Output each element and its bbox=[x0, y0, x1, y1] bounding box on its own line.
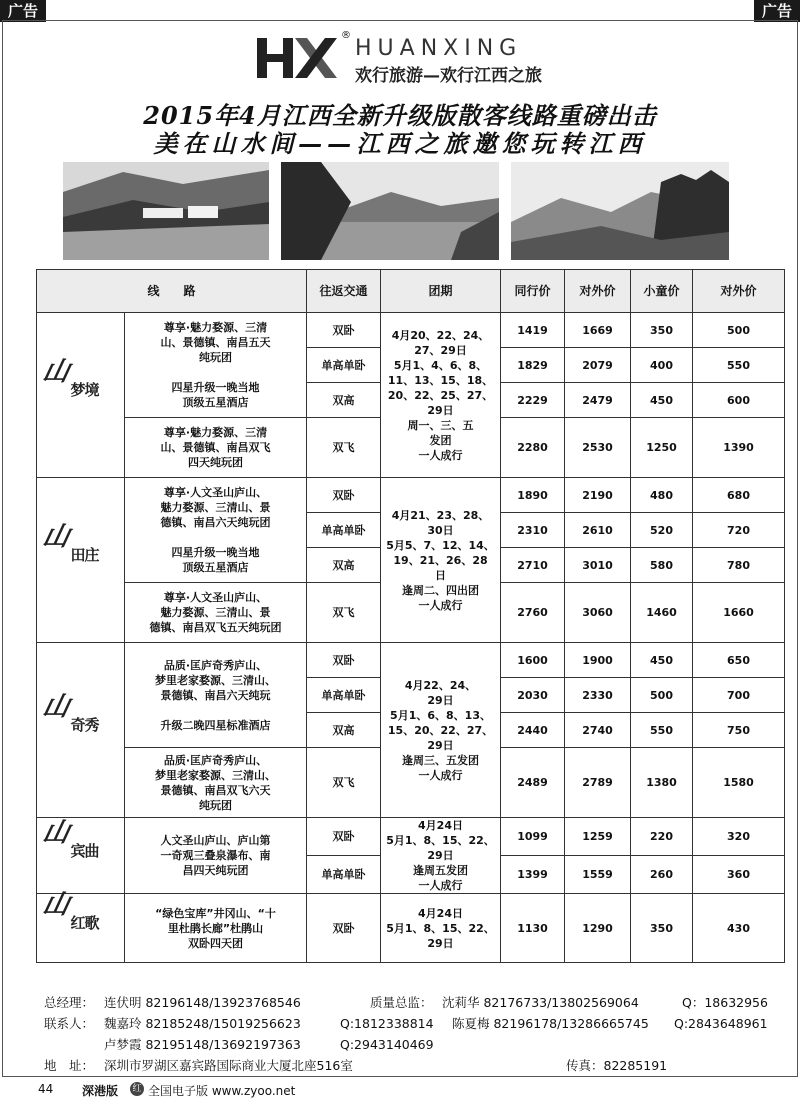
route-description bbox=[125, 418, 307, 478]
route-line: 双卧四天团 bbox=[188, 936, 243, 950]
peer-price: 2280 bbox=[501, 418, 565, 478]
route-description bbox=[125, 818, 307, 894]
route-line: 魅力婺源、三清山、景 bbox=[160, 501, 271, 514]
route-brand-cell bbox=[37, 890, 125, 963]
subheadline: 美在山水间——江西之旅邀您玩转江西 bbox=[153, 130, 647, 158]
brand-mark: 山 bbox=[39, 692, 72, 722]
route-line: 魅力婺源、三清山、景 bbox=[160, 606, 271, 619]
date-line: 逢周二、四出团 bbox=[402, 583, 480, 597]
public-price: 1559 bbox=[565, 856, 631, 894]
date-line: 一人成行 bbox=[418, 448, 463, 462]
brand-name: 红歌 bbox=[70, 914, 99, 932]
date-line: 一人成行 bbox=[418, 598, 463, 612]
date-line: 29日 bbox=[427, 936, 454, 950]
date-line: 27、29日 bbox=[414, 343, 467, 357]
route-line: 顶级五星酒店 bbox=[182, 396, 249, 409]
logo-slogan: 欢行旅游—欢行江西之旅 bbox=[355, 66, 542, 86]
contact-2: 陈夏梅 82196178/13286665745 bbox=[452, 1016, 649, 1031]
header-peer-price: 同行价 bbox=[501, 270, 565, 313]
qc-qq: Q：18632956 bbox=[682, 995, 768, 1010]
route-line: 一奇观三叠泉瀑布、南 bbox=[160, 849, 271, 862]
transport-cell: 双卧 bbox=[307, 818, 381, 856]
public-price: 3010 bbox=[565, 548, 631, 583]
tour-dates-cell bbox=[381, 643, 501, 818]
child-price: 550 bbox=[631, 713, 693, 748]
brand-logo bbox=[39, 357, 121, 425]
header-child-public-price: 对外价 bbox=[693, 270, 785, 313]
date-line: 30日 bbox=[427, 523, 454, 537]
date-line: 29日 bbox=[427, 693, 454, 707]
route-line bbox=[127, 703, 304, 718]
child-public-price: 430 bbox=[693, 894, 785, 963]
peer-price: 2760 bbox=[501, 583, 565, 643]
route-description bbox=[125, 313, 307, 418]
contact-row-gm bbox=[44, 992, 784, 1013]
date-line: 4月22、24、 bbox=[404, 678, 477, 692]
date-line: 5月1、8、15、22、 bbox=[386, 834, 495, 847]
brand-logo bbox=[39, 890, 121, 958]
peer-price: 2710 bbox=[501, 548, 565, 583]
peer-price: 1890 bbox=[501, 478, 565, 513]
edition-label: 深港版 bbox=[82, 1084, 119, 1098]
peer-price: 2440 bbox=[501, 713, 565, 748]
route-line bbox=[127, 530, 304, 545]
date-line: 4月24日 bbox=[418, 819, 463, 832]
route-line: 德镇、南昌双飞五天纯玩团 bbox=[149, 621, 282, 634]
contact-2-qq: Q:2843648961 bbox=[674, 1016, 768, 1031]
route-description bbox=[125, 583, 307, 643]
route-line bbox=[127, 365, 304, 380]
contact-1: 魏嘉玲 82185248/15019256623 bbox=[104, 1016, 301, 1031]
brand-logo bbox=[39, 522, 121, 590]
child-price: 400 bbox=[631, 348, 693, 383]
transport-cell: 单高单卧 bbox=[307, 856, 381, 894]
table-row bbox=[37, 313, 785, 348]
company-logo bbox=[255, 30, 565, 86]
transport-cell: 双卧 bbox=[307, 478, 381, 513]
contact-label: 联系人： bbox=[44, 1016, 95, 1031]
child-public-price: 650 bbox=[693, 643, 785, 678]
contact-info bbox=[44, 992, 784, 1076]
date-line: 5月1、4、6、8、 bbox=[393, 358, 488, 372]
address: 深圳市罗湖区嘉宾路国际商业大厦北座516室 bbox=[104, 1058, 353, 1073]
route-line: 品质·匡庐奇秀庐山、 bbox=[163, 658, 268, 672]
ad-corner-left: 广告 bbox=[0, 0, 46, 22]
transport-cell: 双卧 bbox=[307, 643, 381, 678]
date-line: 发团 bbox=[429, 433, 452, 447]
header-dates: 团期 bbox=[381, 270, 501, 313]
route-description bbox=[125, 478, 307, 583]
child-price: 480 bbox=[631, 478, 693, 513]
date-line: 4月21、23、28、 bbox=[391, 508, 490, 522]
route-brand-cell bbox=[37, 313, 125, 478]
route-line: 梦里老家婺源、三清山、 bbox=[155, 768, 276, 782]
public-price: 1259 bbox=[565, 818, 631, 856]
mountain-photo bbox=[511, 162, 729, 260]
transport-cell: 双飞 bbox=[307, 583, 381, 643]
peer-price: 2229 bbox=[501, 383, 565, 418]
date-line: 逢周五发团 bbox=[413, 864, 469, 877]
table-row bbox=[37, 478, 785, 513]
peer-price: 1399 bbox=[501, 856, 565, 894]
qc-label: 质量总监： bbox=[370, 995, 433, 1010]
address-label: 地 址： bbox=[44, 1058, 95, 1073]
peer-price: 2489 bbox=[501, 748, 565, 818]
qc-contact: 沈莉华 82176733/13802569064 bbox=[442, 995, 639, 1010]
child-price: 350 bbox=[631, 894, 693, 963]
tour-dates-cell bbox=[381, 894, 501, 963]
route-line: 纯玩团 bbox=[199, 351, 232, 364]
child-price: 450 bbox=[631, 383, 693, 418]
route-line: 纯玩团 bbox=[199, 798, 232, 812]
fax: 传真：82285191 bbox=[566, 1058, 668, 1073]
route-line: 升级二晚四星标准酒店 bbox=[160, 718, 271, 732]
header-transport: 往返交通 bbox=[307, 270, 381, 313]
child-public-price: 550 bbox=[693, 348, 785, 383]
child-public-price: 680 bbox=[693, 478, 785, 513]
route-line: 四星升级一晚当地 bbox=[171, 381, 260, 394]
child-public-price: 700 bbox=[693, 678, 785, 713]
tour-dates-cell bbox=[381, 313, 501, 478]
route-line: 山、景德镇、南昌双飞 bbox=[160, 441, 271, 454]
route-brand-cell bbox=[37, 818, 125, 894]
public-price: 3060 bbox=[565, 583, 631, 643]
date-line: 逢周三、五发团 bbox=[402, 753, 480, 767]
child-price: 450 bbox=[631, 643, 693, 678]
transport-cell: 单高单卧 bbox=[307, 678, 381, 713]
peer-price: 1099 bbox=[501, 818, 565, 856]
route-line: 景德镇、南昌双飞六天 bbox=[160, 783, 271, 797]
header-child-price: 小童价 bbox=[631, 270, 693, 313]
route-line: 梦里老家婺源、三清山、 bbox=[155, 673, 276, 687]
contact-1-qq: Q:1812338814 bbox=[340, 1016, 434, 1031]
date-line: 4月24日 bbox=[418, 906, 463, 920]
gm-contact: 连伏明 82196148/13923768546 bbox=[104, 995, 301, 1010]
peer-price: 1130 bbox=[501, 894, 565, 963]
child-price: 350 bbox=[631, 313, 693, 348]
header-route: 线 路 bbox=[37, 270, 307, 313]
transport-cell: 双高 bbox=[307, 548, 381, 583]
route-line: “绿色宝库”井冈山、“十 bbox=[155, 906, 276, 920]
child-public-price: 750 bbox=[693, 713, 785, 748]
child-public-price: 360 bbox=[693, 856, 785, 894]
contact-row-1 bbox=[44, 1013, 784, 1034]
header-public-price: 对外价 bbox=[565, 270, 631, 313]
child-price: 520 bbox=[631, 513, 693, 548]
date-line: 11、13、15、18、 bbox=[387, 373, 494, 387]
route-description bbox=[125, 894, 307, 963]
table-row bbox=[37, 643, 785, 678]
route-line: 昌四天纯玩团 bbox=[182, 864, 249, 877]
brand-mark: 山 bbox=[39, 890, 72, 920]
public-price: 2079 bbox=[565, 348, 631, 383]
public-price: 2789 bbox=[565, 748, 631, 818]
transport-cell: 双卧 bbox=[307, 313, 381, 348]
transport-cell: 双高 bbox=[307, 383, 381, 418]
child-public-price: 720 bbox=[693, 513, 785, 548]
child-price: 220 bbox=[631, 818, 693, 856]
route-line: 顶级五星酒店 bbox=[182, 561, 249, 574]
route-line: 尊享·魅力婺源、三清 bbox=[163, 321, 268, 334]
transport-cell: 双飞 bbox=[307, 418, 381, 478]
date-line: 4月20、22、24、 bbox=[391, 328, 490, 342]
date-line: 20、22、25、27、 bbox=[387, 388, 494, 402]
tour-dates-cell bbox=[381, 478, 501, 643]
route-brand-cell bbox=[37, 643, 125, 818]
transport-cell: 单高单卧 bbox=[307, 513, 381, 548]
date-line: 日 bbox=[435, 568, 447, 582]
public-price: 2190 bbox=[565, 478, 631, 513]
contact-row-2 bbox=[44, 1034, 784, 1055]
child-public-price: 780 bbox=[693, 548, 785, 583]
logo-brand-text: HUANXING bbox=[355, 36, 523, 61]
date-line: 29日 bbox=[427, 738, 454, 752]
date-line: 周一、三、五 bbox=[407, 418, 474, 432]
brand-name: 奇秀 bbox=[70, 716, 99, 734]
transport-cell: 单高单卧 bbox=[307, 348, 381, 383]
public-price: 1900 bbox=[565, 643, 631, 678]
table-row bbox=[37, 818, 785, 856]
brand-logo bbox=[39, 692, 121, 760]
route-description bbox=[125, 748, 307, 818]
contact-3: 卢梦霞 82195148/13692197363 bbox=[104, 1037, 301, 1052]
public-price: 2479 bbox=[565, 383, 631, 418]
peer-price: 2030 bbox=[501, 678, 565, 713]
hx-logo-mark-icon bbox=[255, 34, 340, 82]
contact-3-qq: Q:2943140469 bbox=[340, 1037, 434, 1052]
site-url[interactable]: 全国电子版 www.zyoo.net bbox=[148, 1084, 296, 1098]
peer-price: 2310 bbox=[501, 513, 565, 548]
child-public-price: 1390 bbox=[693, 418, 785, 478]
child-price: 1380 bbox=[631, 748, 693, 818]
table-row bbox=[37, 894, 785, 963]
peer-price: 1419 bbox=[501, 313, 565, 348]
lake-photo bbox=[281, 162, 499, 260]
child-public-price: 500 bbox=[693, 313, 785, 348]
route-line: 尊享·人文圣山庐山、 bbox=[163, 486, 268, 499]
registered-mark: ® bbox=[341, 30, 351, 41]
transport-cell: 双飞 bbox=[307, 748, 381, 818]
child-public-price: 600 bbox=[693, 383, 785, 418]
child-public-price: 320 bbox=[693, 818, 785, 856]
village-photo bbox=[63, 162, 269, 260]
brand-name: 梦境 bbox=[70, 381, 99, 399]
date-line: 29日 bbox=[427, 403, 454, 417]
brand-mark: 山 bbox=[39, 522, 72, 552]
brand-name: 田庄 bbox=[70, 546, 99, 564]
route-price-table bbox=[36, 269, 785, 963]
contact-row-address bbox=[44, 1055, 784, 1076]
public-price: 2610 bbox=[565, 513, 631, 548]
route-line: 里杜鹃长廊”杜鹃山 bbox=[167, 921, 264, 935]
date-line: 29日 bbox=[427, 849, 454, 862]
child-price: 580 bbox=[631, 548, 693, 583]
route-line: 四天纯玩团 bbox=[188, 456, 243, 469]
child-price: 500 bbox=[631, 678, 693, 713]
brand-mark: 山 bbox=[39, 357, 72, 387]
table-header-row bbox=[37, 270, 785, 313]
route-line: 品质·匡庐奇秀庐山、 bbox=[163, 753, 268, 767]
tour-dates-cell bbox=[381, 818, 501, 894]
route-description bbox=[125, 643, 307, 748]
child-price: 1460 bbox=[631, 583, 693, 643]
route-line: 尊享·人文圣山庐山、 bbox=[163, 591, 268, 604]
child-price: 260 bbox=[631, 856, 693, 894]
date-line: 一人成行 bbox=[418, 879, 463, 892]
date-line: 5月1、8、15、22、 bbox=[386, 921, 495, 935]
public-price: 2330 bbox=[565, 678, 631, 713]
public-price: 1290 bbox=[565, 894, 631, 963]
child-public-price: 1580 bbox=[693, 748, 785, 818]
date-line: 5月5、7、12、14、 bbox=[386, 538, 495, 552]
date-line: 19、21、26、28 bbox=[393, 553, 488, 567]
public-price: 1669 bbox=[565, 313, 631, 348]
red-badge-icon: 红 bbox=[130, 1082, 144, 1096]
route-line: 景德镇、南昌六天纯玩 bbox=[160, 688, 271, 702]
peer-price: 1600 bbox=[501, 643, 565, 678]
date-line: 5月1、6、8、13、 bbox=[390, 708, 491, 722]
transport-cell: 双卧 bbox=[307, 894, 381, 963]
brand-logo bbox=[39, 817, 121, 886]
brand-mark: 山 bbox=[39, 817, 72, 848]
route-line: 四星升级一晚当地 bbox=[171, 546, 260, 559]
public-price: 2530 bbox=[565, 418, 631, 478]
child-price: 1250 bbox=[631, 418, 693, 478]
route-line: 人文圣山庐山、庐山第 bbox=[160, 834, 271, 847]
headline: 2015年4月江西全新升级版散客线路重磅出击 bbox=[143, 101, 657, 130]
peer-price: 1829 bbox=[501, 348, 565, 383]
date-line: 15、20、22、27、 bbox=[387, 723, 494, 737]
route-line: 山、景德镇、南昌五天 bbox=[160, 336, 271, 349]
gm-label: 总经理： bbox=[44, 995, 95, 1010]
route-brand-cell bbox=[37, 478, 125, 643]
ad-corner-right: 广告 bbox=[754, 0, 800, 22]
brand-name: 宾曲 bbox=[70, 841, 99, 860]
page-number: 44 bbox=[38, 1082, 54, 1096]
page-footer bbox=[0, 1080, 800, 1100]
transport-cell: 双高 bbox=[307, 713, 381, 748]
route-line: 德镇、南昌六天纯玩团 bbox=[160, 516, 271, 529]
date-line: 一人成行 bbox=[418, 768, 463, 782]
public-price: 2740 bbox=[565, 713, 631, 748]
child-public-price: 1660 bbox=[693, 583, 785, 643]
route-line: 尊享·魅力婺源、三清 bbox=[163, 426, 268, 439]
